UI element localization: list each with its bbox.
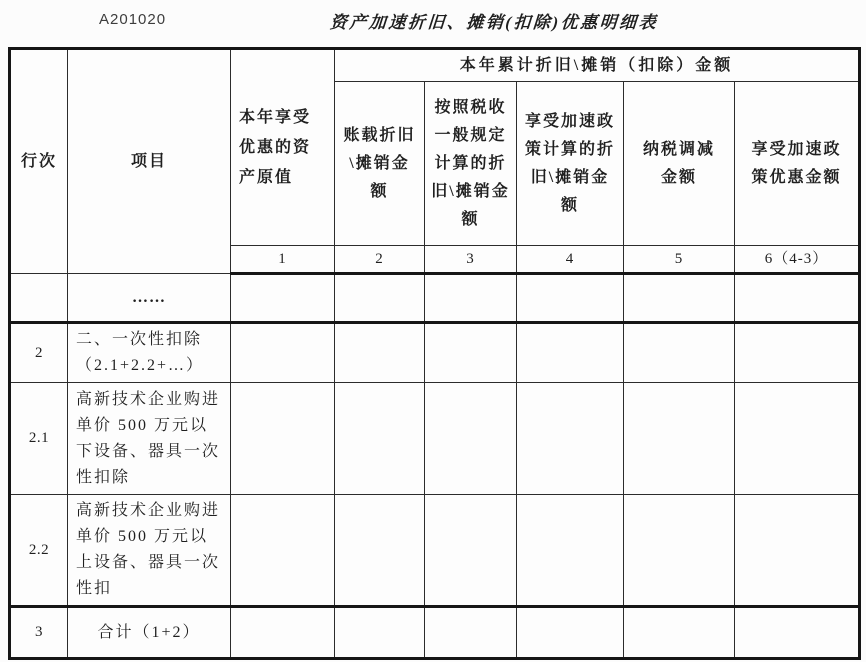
- col-number-1: 1: [231, 246, 335, 274]
- value-cell: [335, 274, 425, 323]
- row-no-cell: [10, 274, 68, 323]
- value-cell: [231, 323, 335, 383]
- table-row-2-1-equipment-under-500w: [10, 383, 860, 495]
- col-number-3: 3: [425, 246, 517, 274]
- form-header: [0, 0, 866, 47]
- value-cell: [335, 383, 425, 495]
- row-no-cell: 2.1: [10, 383, 68, 495]
- item-cell: 合计（1+2）: [68, 607, 231, 659]
- col-header-asset-original-value: 本年享受优惠的资产原值: [231, 49, 335, 246]
- col-header-book-depreciation: 账载折旧\摊销金额: [335, 82, 425, 246]
- item-cell: 高新技术企业购进单价 500 万元以下设备、器具一次性扣除: [68, 383, 231, 495]
- value-cell: [517, 274, 624, 323]
- value-cell: [231, 607, 335, 659]
- form-title: 资产加速折旧、摊销(扣除)优惠明细表: [329, 13, 659, 32]
- value-cell: [335, 495, 425, 607]
- row-no-cell: 2.2: [10, 495, 68, 607]
- value-cell: [231, 274, 335, 323]
- col-number-6: 6（4-3）: [735, 246, 860, 274]
- col-number-4: 4: [517, 246, 624, 274]
- col-header-row-no: 行次: [10, 49, 68, 274]
- row-no-cell: 2: [10, 323, 68, 383]
- value-cell: [425, 323, 517, 383]
- table-row-3-total: [10, 607, 860, 659]
- item-cell: 二、一次性扣除（2.1+2.2+…）: [68, 323, 231, 383]
- value-cell: [624, 274, 735, 323]
- value-cell: [624, 323, 735, 383]
- header-group-row: [10, 49, 860, 82]
- value-cell: [624, 383, 735, 495]
- value-cell: [425, 495, 517, 607]
- value-cell: [425, 383, 517, 495]
- value-cell: [335, 607, 425, 659]
- value-cell: [735, 383, 860, 495]
- value-cell: [517, 383, 624, 495]
- table-row-ellipsis: [10, 274, 860, 323]
- table-row-2-2-equipment-over-500w: [10, 495, 860, 607]
- col-number-5: 5: [624, 246, 735, 274]
- value-cell: [735, 323, 860, 383]
- value-cell: [231, 383, 335, 495]
- value-cell: [517, 495, 624, 607]
- col-number-2: 2: [335, 246, 425, 274]
- value-cell: [735, 607, 860, 659]
- item-cell: ……: [68, 274, 231, 323]
- value-cell: [735, 495, 860, 607]
- table-row-2-one-time-deduction: [10, 323, 860, 383]
- group-header-accumulated-amount: 本年累计折旧\摊销（扣除）金额: [335, 49, 860, 82]
- col-header-accelerated-policy-benefit: 享受加速政策优惠金额: [735, 82, 860, 246]
- value-cell: [624, 607, 735, 659]
- value-cell: [624, 495, 735, 607]
- col-header-accelerated-policy-depreciation: 享受加速政策计算的折旧\摊销金额: [517, 82, 624, 246]
- value-cell: [735, 274, 860, 323]
- value-cell: [335, 323, 425, 383]
- form-code: A201020: [99, 11, 167, 28]
- item-cell: 高新技术企业购进单价 500 万元以上设备、器具一次性扣: [68, 495, 231, 607]
- row-no-cell: 3: [10, 607, 68, 659]
- col-header-item: 项目: [68, 49, 231, 274]
- col-header-general-tax-rule-depreciation: 按照税收一般规定计算的折旧\摊销金额: [425, 82, 517, 246]
- value-cell: [231, 495, 335, 607]
- col-header-tax-reduction-amount: 纳税调减金额: [624, 82, 735, 246]
- value-cell: [425, 607, 517, 659]
- value-cell: [425, 274, 517, 323]
- value-cell: [517, 607, 624, 659]
- value-cell: [517, 323, 624, 383]
- depreciation-detail-table: [8, 47, 861, 660]
